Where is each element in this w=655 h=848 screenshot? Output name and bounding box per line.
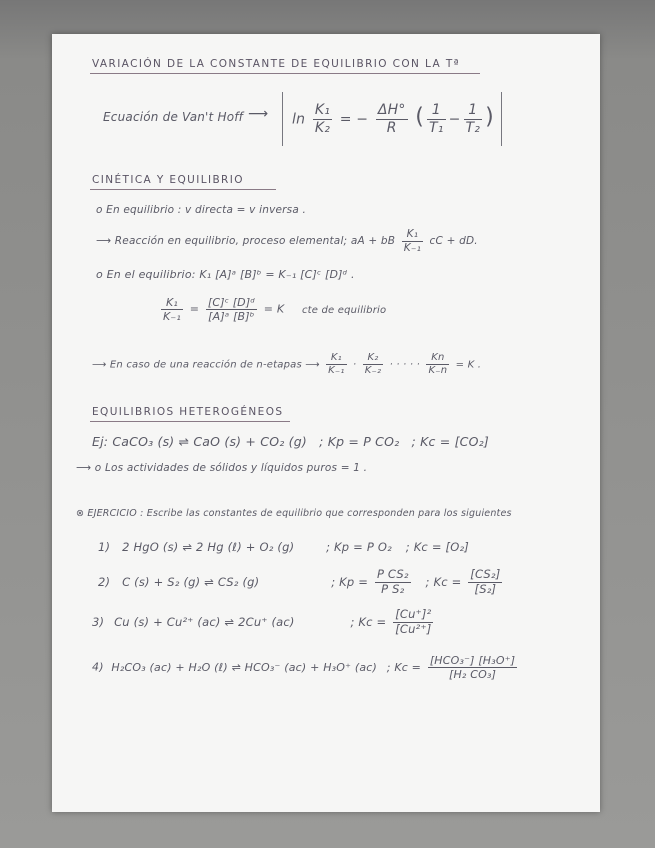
kc-k1: K₁: [161, 296, 183, 310]
exercise-header: ⊗ EJERCICIO : Escribe las constantes de equilibrio que corresponden para los siguientes: [76, 508, 512, 519]
step2-den: K₋₂: [364, 365, 382, 376]
kc-equals-k: = K: [263, 302, 285, 316]
n-steps-text: ⟶ En caso de una reacción de n-etapas ⟶: [92, 359, 320, 371]
arrow-k1: K₁: [402, 228, 423, 242]
kin-line2-text: ⟶ Reacción en equilibrio, proceso elemental; aA + bB: [96, 235, 396, 248]
kc-denominator: [A]ᵃ [B]ᵇ: [208, 310, 255, 324]
step1: [326, 352, 346, 377]
exercise-item-4: [92, 654, 520, 681]
inv-t2: [464, 102, 483, 137]
stepn: [426, 352, 449, 377]
item1-kp: ; Kp = P O₂: [326, 540, 392, 554]
page-title: VARIACIÓN DE LA CONSTANTE DE EQUILIBRIO CON LA Tª: [92, 58, 461, 70]
hetero-reaction: Ej: CaCO₃ (s) ⇌ CaO (s) + CO₂ (g): [92, 434, 307, 449]
exercise-item-1: [98, 540, 469, 554]
k-ratio: [313, 102, 332, 137]
step1-den: K₋₁: [328, 365, 345, 376]
ln-symbol: ln: [292, 111, 306, 128]
hetero-note: ⟶ o Los actividades de sólidos y líquidos puros = 1 .: [76, 462, 368, 474]
item2-kc-frac: [468, 568, 502, 597]
item4-reaction: H₂CO₃ (ac) + H₂O (ℓ) ⇌ HCO₃⁻ (ac) + H₃O⁺ (ac): [111, 660, 378, 674]
n-steps-tail: = K .: [455, 359, 482, 371]
t1: T₁: [429, 119, 444, 136]
t2: T₂: [465, 119, 481, 136]
title-underline: [90, 73, 480, 74]
item2-kc-label: ; Kc =: [425, 574, 462, 589]
item4-kc-den: [H₂ CO₃]: [448, 668, 497, 682]
item2-reaction: C (s) + S₂ (g) ⇌ CS₂ (g): [122, 574, 260, 589]
hetero-underline: [90, 421, 290, 422]
k1: K₁: [314, 102, 331, 118]
item3-kc-label: ; Kc =: [350, 614, 387, 629]
k2: K₂: [314, 119, 331, 136]
item2-kp-num: P CS₂: [376, 567, 409, 581]
item2-kp-frac: [375, 568, 411, 597]
item4-kc-num: [HCO₃⁻] [H₃O⁺]: [429, 654, 516, 667]
kinetics-underline: [90, 189, 276, 190]
n-steps-line: ⟶ En caso de una reacción de n-etapas ⟶ $\frac{\text{K₁}}{\text{K₋₁}}$ · $\frac{\text{K₂}}{\text{K₋₂}}$ · · · · · $\frac{Kn}{K_-n}$ = K .: [92, 352, 482, 376]
hetero-kp: ; Kp = P CO₂: [319, 434, 400, 449]
gas-constant: R: [386, 119, 397, 136]
kc-numerator: [C]ᶜ [D]ᵈ: [207, 296, 256, 309]
exercise-item-2: [98, 568, 505, 597]
stepn-num: Kn: [426, 352, 449, 365]
item1-number: 1): [98, 540, 111, 554]
vant-hoff-equation: ln $\frac{\text{K₁}}{\text{K₂}}$ = − $\frac{\Delta H^\circ}{R}$ ( $\frac{1}{\text{T₁}}$ − $\frac{1}{\text{T₂}}$ ): [292, 102, 494, 136]
one-b: 1: [464, 102, 483, 120]
item1-kc: ; Kc = [O₂]: [405, 540, 469, 554]
arrow-km1: K₋₁: [403, 241, 421, 254]
step2: [363, 352, 383, 377]
kin-line3: o En el equilibrio: K₁ [A]ᵃ [B]ᵇ = K₋₁ [C]ᶜ [D]ᵈ .: [96, 268, 355, 281]
inv-t1: [427, 102, 446, 137]
step-dots: · · · · ·: [389, 359, 421, 371]
item2-kc-den: [S₂]: [474, 581, 497, 596]
enthalpy-over-r: [376, 102, 408, 137]
step1-num: K₁: [326, 352, 346, 365]
item3-kc-num: [Cu⁺]²: [395, 607, 432, 621]
hetero-example: [92, 434, 489, 449]
equals-minus: = −: [339, 111, 369, 128]
item2-kc-num: [CS₂]: [470, 567, 501, 581]
exercise-item-3: [92, 608, 436, 637]
section-kinetics: CINÉTICA Y EQUILIBRIO: [92, 174, 244, 186]
item3-number: 3): [92, 614, 105, 629]
kc-expression: $\frac{\text{K₁}}{\text{K₋₁}}$ = $\frac{\text{[C]ᶜ [D]ᵈ}}{\text{[A]ᵃ [B]ᵇ}}$ = K cte de equilibrio: [163, 296, 387, 324]
kc-k-ratio: [161, 296, 183, 323]
item2-kp-label: ; Kp =: [331, 574, 369, 589]
item4-kc-frac: [428, 654, 517, 681]
stepn-den: K₋n: [428, 365, 448, 376]
reaction-arrow-k: [402, 228, 423, 254]
kin-line2-tail: cC + dD.: [429, 235, 478, 248]
vant-hoff-label: Ecuación de Van't Hoff: [103, 110, 244, 124]
item4-kc-label: ; Kc =: [386, 660, 422, 674]
kc-km1: K₋₁: [163, 310, 182, 324]
step2-num: K₂: [363, 352, 383, 365]
vant-hoff-arrow: ⟶: [248, 106, 269, 122]
item2-number: 2): [98, 574, 111, 589]
one-a: 1: [427, 102, 446, 120]
kin-line1: o En equilibrio : v directa = v inversa .: [96, 204, 307, 216]
item2-kp-den: P S₂: [381, 581, 405, 596]
minus-sign: −: [448, 111, 461, 128]
kc-note: cte de equilibrio: [301, 304, 387, 316]
kin-line2: [96, 228, 478, 254]
notebook-sheet: [52, 34, 600, 812]
item3-kc-den: [Cu²⁺]: [395, 621, 432, 636]
item1-reaction: 2 HgO (s) ⇌ 2 Hg (ℓ) + O₂ (g): [122, 540, 295, 554]
item4-number: 4): [92, 660, 104, 674]
section-hetero: EQUILIBRIOS HETEROGÉNEOS: [92, 406, 284, 418]
item3-kc-frac: [393, 608, 433, 637]
delta-h: ΔH°: [377, 102, 406, 118]
kc-conc-ratio: [206, 296, 257, 323]
hetero-kc: ; Kc = [CO₂]: [411, 434, 489, 449]
item3-reaction: Cu (s) + Cu²⁺ (ac) ⇌ 2Cu⁺ (ac): [114, 614, 295, 629]
